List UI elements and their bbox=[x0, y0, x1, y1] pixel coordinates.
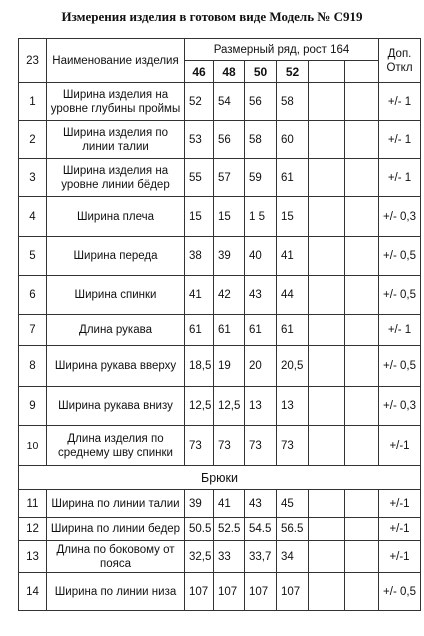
empty-cell bbox=[345, 426, 379, 466]
row-tolerance: +/-1 bbox=[379, 541, 421, 573]
row-value: 41 bbox=[277, 237, 309, 276]
row-value: 1 5 bbox=[245, 197, 277, 237]
section-row bbox=[19, 466, 421, 490]
row-value: 56 bbox=[214, 121, 245, 159]
header-size: 46 bbox=[185, 61, 214, 83]
row-value: 43 bbox=[245, 276, 277, 315]
row-tolerance: +/- 0,3 bbox=[379, 197, 421, 237]
header-size-range: Размерный ряд, рост 164 bbox=[185, 39, 379, 61]
row-number: 13 bbox=[19, 541, 47, 573]
empty-cell bbox=[309, 346, 345, 387]
row-value: 15 bbox=[277, 197, 309, 237]
row-name: Ширина по линии бедер bbox=[47, 518, 185, 541]
row-number: 2 bbox=[19, 121, 47, 159]
row-value: 39 bbox=[214, 237, 245, 276]
table-row bbox=[19, 387, 421, 426]
empty-cell bbox=[345, 276, 379, 315]
row-value: 57 bbox=[214, 159, 245, 197]
row-value: 107 bbox=[277, 573, 309, 611]
empty-cell bbox=[345, 346, 379, 387]
empty-cell bbox=[345, 197, 379, 237]
table-row bbox=[19, 159, 421, 197]
empty-cell bbox=[309, 541, 345, 573]
row-value: 56.5 bbox=[277, 518, 309, 541]
row-tolerance: +/- 1 bbox=[379, 121, 421, 159]
row-value: 54 bbox=[214, 83, 245, 121]
row-value: 55 bbox=[185, 159, 214, 197]
row-name: Длина рукава bbox=[47, 315, 185, 346]
table-row bbox=[19, 346, 421, 387]
row-number: 5 bbox=[19, 237, 47, 276]
table-row bbox=[19, 541, 421, 573]
row-value: 107 bbox=[245, 573, 277, 611]
row-tolerance: +/-1 bbox=[379, 490, 421, 518]
row-value: 61 bbox=[277, 315, 309, 346]
empty-cell bbox=[309, 83, 345, 121]
table-row bbox=[19, 276, 421, 315]
row-number: 3 bbox=[19, 159, 47, 197]
row-tolerance: +/- 1 bbox=[379, 159, 421, 197]
row-value: 12,5 bbox=[185, 387, 214, 426]
row-name: Длина изделия по среднему шву спинки bbox=[47, 426, 185, 466]
header-size: 50 bbox=[245, 61, 277, 83]
empty-cell bbox=[309, 573, 345, 611]
row-name: Ширина по линии низа bbox=[47, 573, 185, 611]
header-empty-cell bbox=[345, 61, 379, 83]
row-value: 20,5 bbox=[277, 346, 309, 387]
row-number: 6 bbox=[19, 276, 47, 315]
row-name: Ширина изделия на уровне линии бёдер bbox=[47, 159, 185, 197]
header-tolerance: Доп. Откл bbox=[379, 39, 421, 83]
row-value: 39 bbox=[185, 490, 214, 518]
row-value: 32,5 bbox=[185, 541, 214, 573]
row-value: 34 bbox=[277, 541, 309, 573]
header-name: Наименование изделия bbox=[47, 39, 185, 83]
row-tolerance: +/- 0,3 bbox=[379, 387, 421, 426]
table-row bbox=[19, 315, 421, 346]
empty-cell bbox=[309, 518, 345, 541]
empty-cell bbox=[309, 426, 345, 466]
row-value: 56 bbox=[245, 83, 277, 121]
row-value: 13 bbox=[277, 387, 309, 426]
row-tolerance: +/- 0,5 bbox=[379, 276, 421, 315]
header-size: 48 bbox=[214, 61, 245, 83]
empty-cell bbox=[345, 518, 379, 541]
row-value: 43 bbox=[245, 490, 277, 518]
measurements-table bbox=[18, 38, 421, 611]
row-name: Длина по боковому от пояса bbox=[47, 541, 185, 573]
table-row bbox=[19, 573, 421, 611]
row-value: 41 bbox=[214, 490, 245, 518]
row-value: 52.5 bbox=[214, 518, 245, 541]
row-value: 73 bbox=[185, 426, 214, 466]
row-value: 45 bbox=[277, 490, 309, 518]
empty-cell bbox=[345, 387, 379, 426]
document-title: Измерения изделия в готовом виде Модель № С919 bbox=[61, 9, 363, 24]
row-value: 33,7 bbox=[245, 541, 277, 573]
row-value: 61 bbox=[277, 159, 309, 197]
row-number: 11 bbox=[19, 490, 47, 518]
row-value: 50.5 bbox=[185, 518, 214, 541]
row-number: 12 bbox=[19, 518, 47, 541]
empty-cell bbox=[345, 121, 379, 159]
row-value: 61 bbox=[185, 315, 214, 346]
row-value: 42 bbox=[214, 276, 245, 315]
empty-cell bbox=[309, 159, 345, 197]
row-value: 58 bbox=[245, 121, 277, 159]
row-number: 1 bbox=[19, 83, 47, 121]
row-number: 7 bbox=[19, 315, 47, 346]
row-name: Ширина переда bbox=[47, 237, 185, 276]
row-value: 13 bbox=[245, 387, 277, 426]
row-value: 38 bbox=[185, 237, 214, 276]
row-value: 107 bbox=[185, 573, 214, 611]
row-value: 61 bbox=[245, 315, 277, 346]
empty-cell bbox=[309, 387, 345, 426]
row-name: Ширина спинки bbox=[47, 276, 185, 315]
empty-cell bbox=[345, 237, 379, 276]
row-number: 4 bbox=[19, 197, 47, 237]
empty-cell bbox=[309, 315, 345, 346]
empty-cell bbox=[345, 83, 379, 121]
row-value: 73 bbox=[245, 426, 277, 466]
header-number: 23 bbox=[19, 39, 47, 83]
table-row bbox=[19, 121, 421, 159]
header-empty-cell bbox=[309, 61, 345, 83]
row-value: 59 bbox=[245, 159, 277, 197]
row-value: 40 bbox=[245, 237, 277, 276]
row-number: 10 bbox=[19, 426, 47, 466]
row-value: 53 bbox=[185, 121, 214, 159]
row-value: 107 bbox=[214, 573, 245, 611]
row-value: 73 bbox=[214, 426, 245, 466]
row-value: 18,5 bbox=[185, 346, 214, 387]
row-tolerance: +/- 0,5 bbox=[379, 237, 421, 276]
table-row bbox=[19, 237, 421, 276]
row-name: Ширина плеча bbox=[47, 197, 185, 237]
row-value: 60 bbox=[277, 121, 309, 159]
empty-cell bbox=[309, 197, 345, 237]
row-value: 20 bbox=[245, 346, 277, 387]
row-number: 8 bbox=[19, 346, 47, 387]
row-number: 14 bbox=[19, 573, 47, 611]
row-value: 15 bbox=[185, 197, 214, 237]
row-value: 58 bbox=[277, 83, 309, 121]
row-value: 73 bbox=[277, 426, 309, 466]
row-value: 54.5 bbox=[245, 518, 277, 541]
row-tolerance: +/-1 bbox=[379, 426, 421, 466]
empty-cell bbox=[309, 276, 345, 315]
row-value: 44 bbox=[277, 276, 309, 315]
row-value: 15 bbox=[214, 197, 245, 237]
header-size: 52 bbox=[277, 61, 309, 83]
empty-cell bbox=[345, 159, 379, 197]
empty-cell bbox=[309, 490, 345, 518]
row-tolerance: +/- 0,5 bbox=[379, 573, 421, 611]
empty-cell bbox=[309, 121, 345, 159]
empty-cell bbox=[345, 541, 379, 573]
row-name: Ширина рукава вверху bbox=[47, 346, 185, 387]
row-tolerance: +/- 1 bbox=[379, 315, 421, 346]
row-tolerance: +/- 1 bbox=[379, 83, 421, 121]
row-name: Ширина изделия на уровне глубины проймы bbox=[47, 83, 185, 121]
empty-cell bbox=[345, 315, 379, 346]
empty-cell bbox=[309, 237, 345, 276]
row-number: 9 bbox=[19, 387, 47, 426]
table-row bbox=[19, 490, 421, 518]
empty-cell bbox=[345, 490, 379, 518]
row-value: 12,5 bbox=[214, 387, 245, 426]
table-row bbox=[19, 426, 421, 466]
section-title: Брюки bbox=[19, 466, 421, 490]
empty-cell bbox=[345, 573, 379, 611]
table-row bbox=[19, 83, 421, 121]
row-name: Ширина по линии талии bbox=[47, 490, 185, 518]
row-tolerance: +/- 0,5 bbox=[379, 346, 421, 387]
row-value: 52 bbox=[185, 83, 214, 121]
row-name: Ширина изделия по линии талии bbox=[47, 121, 185, 159]
row-value: 41 bbox=[185, 276, 214, 315]
row-tolerance: +/-1 bbox=[379, 518, 421, 541]
table-row bbox=[19, 197, 421, 237]
row-name: Ширина рукава внизу bbox=[47, 387, 185, 426]
table-row bbox=[19, 518, 421, 541]
row-value: 19 bbox=[214, 346, 245, 387]
row-value: 33 bbox=[214, 541, 245, 573]
row-value: 61 bbox=[214, 315, 245, 346]
